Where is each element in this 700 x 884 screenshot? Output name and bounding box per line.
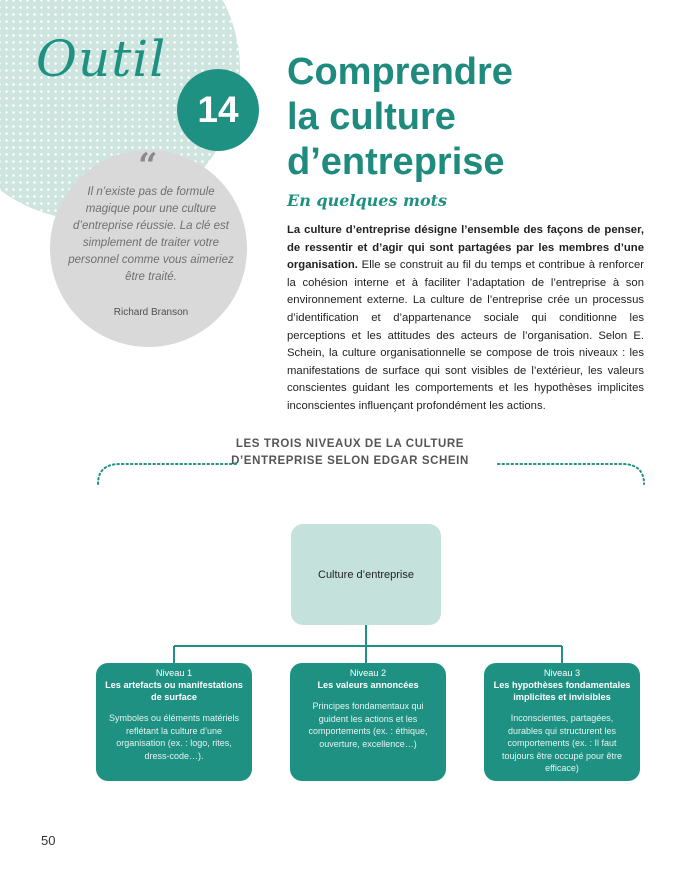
level-box-2 [290,663,446,781]
root-box: Culture d’entreprise [291,524,441,625]
level-number: Niveau 1 [155,668,193,678]
title-line: la culture [287,96,456,138]
quote-mark-icon: “ [138,146,158,186]
title-line: Comprendre [287,51,513,93]
dotted-bracket-left [98,464,236,484]
level-description: Symboles ou éléments matériels reflétant la culture d’une organisation (ex. : logo, rites, dress-code…). [108,713,240,761]
level-title: Les hypothèses fondamentales implicites et invisibles [493,680,631,702]
dotted-bracket-right [498,464,644,484]
level-description: Inconscientes, partagées, durables qui structurent les comportements (ex. : Il faut toujours être occupé pour être efficace) [501,713,623,773]
title-line: d’entreprise [287,141,505,183]
page-number: 50 [41,833,56,848]
level-title: Les valeurs annoncées [317,680,419,690]
intro-body: Elle se construit au fil du temps et contribue à renforcer la cohésion interne et à faciliter l’adaptation de l’entreprise à son environnement externe. La culture de l’entreprise crée un processus d’identification et d’appartenance sociale qui conditionne les perceptions et les attitudes des acteurs de l’organisation. Selon E. Schein, la culture organisationnelle se compose de trois niveaux : les manifestations de surface qui sont visibles de l’extérieur, les valeurs conscientes guidant les comportements et les hypothèses implicites inconscientes influençant profondément les actions. [287,259,644,412]
schema-title-line: D’ENTREPRISE SELON EDGAR SCHEIN [231,455,469,467]
level-title: Les artefacts ou manifestations de surface [105,680,243,702]
section-heading: En quelques mots [287,191,448,210]
intro-lead: La culture d’entreprise désigne l’ensemble des façons de penser, de ressentir et d’agir qui sont partagées par les membres d’une organisation. [287,224,644,272]
level-number: Niveau 3 [543,668,581,678]
level-box-1 [96,663,252,781]
schema-title-line: LES TROIS NIVEAUX DE LA CULTURE [235,438,465,450]
quote-author: Richard Branson [113,307,189,318]
tool-number-badge: 14 [177,69,259,151]
tool-label: Outil [36,30,167,88]
level-number: Niveau 2 [349,668,387,678]
quote-text: Il n’existe pas de formule magique pour une culture d’entreprise réussie. La clé est simplement de traiter votre personnel comme vous aimeriez être traité. [68,186,234,283]
level-description: Principes fondamentaux qui guident les actions et les comportements (ex. : éthique, ouverture, excellence…) [308,701,428,749]
level-box-3 [484,663,640,781]
